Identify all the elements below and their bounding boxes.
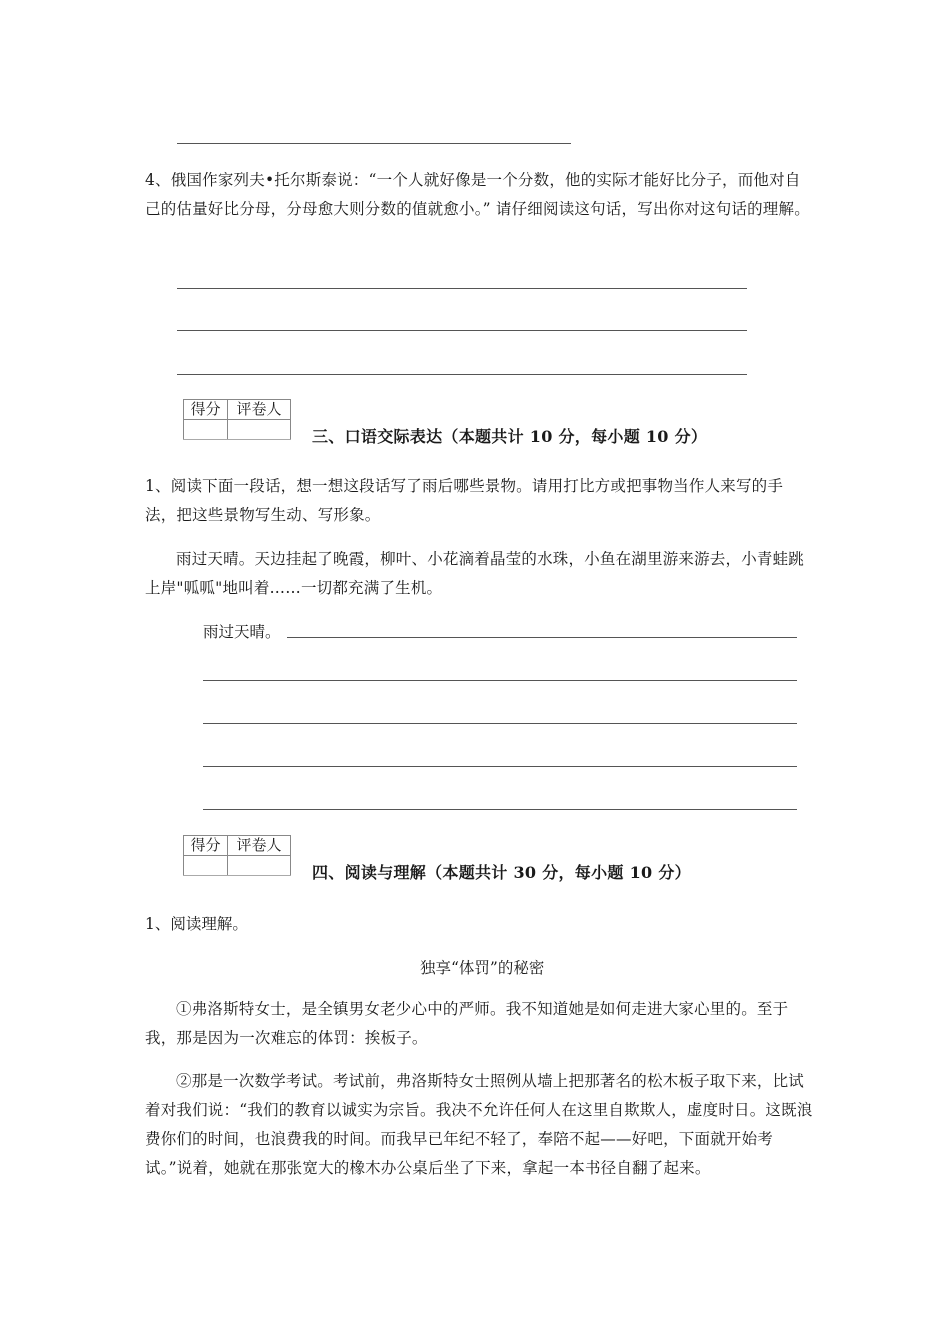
answer-line-q4-1 xyxy=(177,288,747,289)
grader-label: 评卷人 xyxy=(228,400,291,420)
answer-prefix: 雨过天晴。 xyxy=(203,623,281,641)
answer-line-top xyxy=(177,143,571,144)
answer-line-s3-4 xyxy=(203,766,797,767)
question-4-text: 4、俄国作家列夫•托尔斯泰说：“一个人就好像是一个分数，他的实际才能好比分子，而他对自己的估量好比分母，分母愈大则分数的值就愈小。” 请仔细阅读这句话，写出你对这句话的理解。 xyxy=(145,171,810,218)
answer-line-s3-1 xyxy=(287,637,797,638)
grader-cell xyxy=(228,856,291,876)
article-title: 独享“体罚”的秘密 xyxy=(420,959,545,977)
score-label: 得分 xyxy=(184,836,228,856)
section3-title: 三、口语交际表达（本题共计 10 分，每小题 10 分） xyxy=(312,427,708,446)
grader-cell xyxy=(228,420,291,440)
score-cell xyxy=(184,420,228,440)
article-paragraph-1: ①弗洛斯特女士，是全镇男女老少心中的严师。我不知道她是如何走进大家心里的。至于我，那是因为一次难忘的体罚：挨板子。 xyxy=(145,1000,789,1047)
answer-line-s3-2 xyxy=(203,680,797,681)
section3-question-1: 1、阅读下面一段话，想一想这段话写了雨后哪些景物。请用打比方或把事物当作人来写的手法，把这些景物写生动、写形象。 xyxy=(145,477,784,524)
section4-title: 四、阅读与理解（本题共计 30 分，每小题 10 分） xyxy=(312,863,691,882)
section3-passage: 雨过天晴。天边挂起了晚霞，柳叶、小花滴着晶莹的水珠，小鱼在湖里游来游去，小青蛙跳上岸"呱呱"地叫着……一切都充满了生机。 xyxy=(145,550,805,597)
answer-line-q4-2 xyxy=(177,330,747,331)
score-label: 得分 xyxy=(184,400,228,420)
grader-label: 评卷人 xyxy=(228,836,291,856)
answer-line-q4-3 xyxy=(177,374,747,375)
score-box-section4 xyxy=(183,835,291,876)
score-box-section3 xyxy=(183,399,291,440)
article-paragraph-2: ②那是一次数学考试。考试前，弗洛斯特女士照例从墙上把那著名的松木板子取下来，比试着对我们说：“我们的教育以诚实为宗旨。我决不允许任何人在这里自欺欺人，虚度时日。这既浪费你们的时间，也浪费我的时间。而我早已年纪不轻了，奉陪不起——好吧，下面就开始考试。”说着，她就在那张宽大的橡木办公桌后坐了下来，拿起一本书径自翻了起来。 xyxy=(145,1072,813,1177)
score-cell xyxy=(184,856,228,876)
answer-line-s3-3 xyxy=(203,723,797,724)
answer-line-s3-5 xyxy=(203,809,797,810)
section4-question-1: 1、阅读理解。 xyxy=(145,915,248,933)
